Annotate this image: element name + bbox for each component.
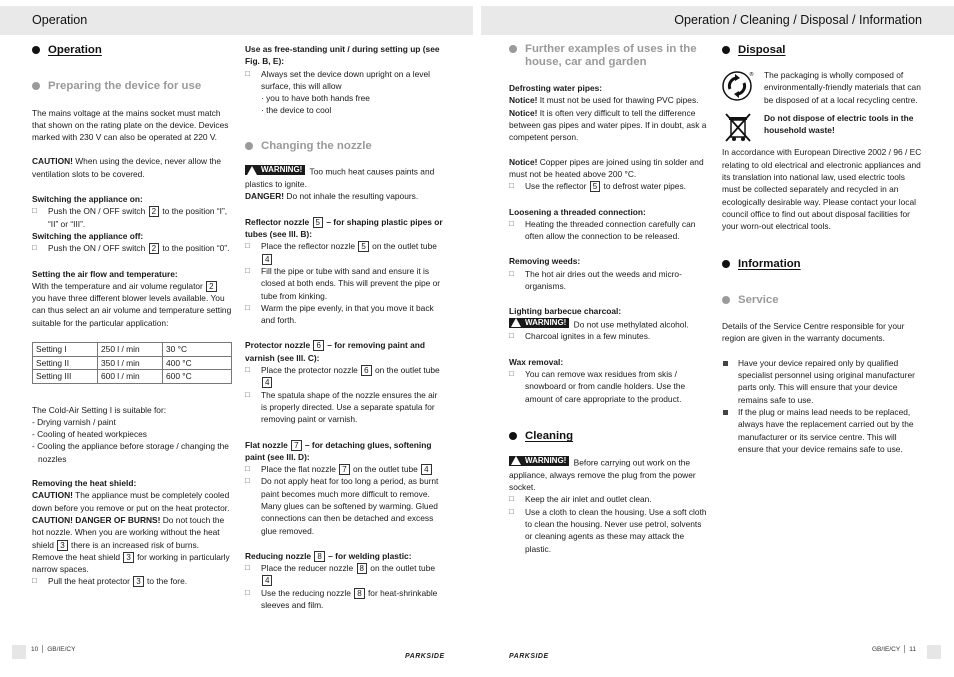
bullet-dot-icon: [722, 46, 730, 54]
reflector-heading: Reflector nozzle 5 – for shaping plastic pipes or tubes (see Ill. B):: [245, 216, 443, 240]
service-item-1: Have your device repaired only by qualified specialist personnel using original manufacturer parts only. This will ensure that your device remains safe to use.: [722, 357, 922, 406]
preparing-heading: Preparing the device for use: [32, 80, 232, 93]
protector-step-2: □ The spatula shape of the nozzle ensures the air is properly directed. Use a separate spatula for removing paint or varnish.: [245, 389, 438, 425]
protector-heading: Protector nozzle 6 – for removing paint and varnish (see Ill. C):: [245, 340, 425, 363]
packaging-text: The packaging is wholly composed of environmentally-friendly materials that can be disposed of at a local recycling centre.: [764, 70, 921, 105]
no-dispose-block: [722, 110, 922, 137]
warning-triangle-icon: [511, 318, 521, 327]
disposal-heading: Disposal: [722, 43, 922, 57]
barbecue-step: □ Charcoal ignites in a few minutes.: [509, 331, 651, 342]
notice-pvc: Notice! It must not be used for thawing PVC pipes.: [509, 95, 699, 106]
heat-shield-heading: Removing the heat shield:: [32, 478, 137, 489]
service-heading: Service: [722, 294, 922, 307]
right-page-header: Operation / Cleaning / Disposal / Information: [481, 6, 954, 35]
page-marker-left: [12, 645, 26, 659]
danger-burns: CAUTION! DANGER OF BURNS! Do not touch the hot nozzle. When you are working without the heat shield 3 there is an increased risk of burns. Remove the heat shield 3 for working in particularly narrow spaces.: [32, 514, 230, 575]
country-code-right: GB/IE/CY: [872, 646, 901, 653]
recycling-icon: [722, 69, 754, 103]
bullet-dot-icon: [722, 260, 730, 268]
list-item: · the device to cool: [261, 105, 332, 116]
flat-nozzle-heading: Flat nozzle 7 – for detaching glues, softening paint (see Ill. D):: [245, 439, 432, 462]
column-4: [722, 43, 922, 455]
air-flow-heading: Setting the air flow and temperature:: [32, 268, 178, 279]
square-bullet-icon: [723, 361, 728, 366]
reducing-step-2: □ Use the reducing nozzle 8 for heat-shrinkable sleeves and film.: [245, 587, 438, 611]
column-1: [32, 43, 232, 588]
parkside-logo-right: PARKSIDE: [509, 653, 549, 660]
wax-step: □ You can remove wax residues from skis / snowboard or from candle holders. Use the amount of care appropriate to the product.: [509, 369, 686, 404]
warning-triangle-icon: [247, 166, 257, 175]
weeds-heading: Removing weeds:: [509, 256, 581, 267]
wax-heading: Wax removal:: [509, 356, 564, 367]
table-row: Setting I 250 l / min 30 °C: [33, 343, 232, 357]
information-heading: Information: [722, 257, 922, 271]
warning-badge: WARNING!: [509, 456, 569, 466]
protector-step-1: □ Place the protector nozzle 6 on the outlet tube 4: [245, 365, 440, 388]
switch-on-heading: Switching the appliance on:: [32, 194, 143, 205]
svg-text:®: ®: [749, 72, 754, 78]
warning-plug: WARNING! Before carrying out work on the appliance, always remove the plug from the power socket.: [509, 455, 696, 493]
mains-text: The mains voltage at the mains socket must match that shown on the rating plate on the device. Devices marked with 230 V can also be operated at 220 V.: [32, 107, 229, 143]
warning-triangle-icon: [511, 456, 521, 465]
square-bullet-icon: [723, 410, 728, 415]
free-standing-step: □ Always set the device down upright on a level surface, this will allow: [245, 68, 430, 91]
list-item: - Cooling the appliance before storage / changing the nozzles: [32, 441, 229, 464]
pull-protector-step: □ Pull the heat protector 3 to the fore.: [32, 576, 188, 587]
column-2: [245, 43, 445, 611]
notice-copper: Notice! Copper pipes are joined using tin solder and must not be heated above 200 °C.: [509, 156, 704, 179]
page-number-left: 10: [31, 646, 39, 653]
warning-heat: WARNING! Too much heat causes paints and plastics to ignite.: [245, 165, 435, 190]
switch-off-step: □ Push the ON / OFF switch 2 to the position “0”.: [32, 243, 230, 254]
defrost-heading: Defrosting water pipes:: [509, 83, 603, 94]
switch-on-step: □ Push the ON / OFF switch 2 to the position “I”, “II” or “III”.: [32, 206, 228, 229]
examples-heading: Further examples of uses in the house, car and garden: [509, 43, 709, 68]
table-row: Setting II 350 l / min 400 °C: [33, 356, 232, 370]
air-flow-text: With the temperature and air volume regulator 2 you have three different blower levels available. You can thus select an air volume and temperature setting suitable for the particular application:: [32, 280, 232, 328]
warning-badge: WARNING!: [509, 318, 569, 328]
cold-air-text: The Cold-Air Setting I is suitable for:: [32, 404, 167, 415]
country-code-left: GB/IE/CY: [47, 646, 76, 653]
loosening-step: □ Heating the threaded connection carefully can often allow the connection to be released.: [509, 218, 696, 242]
bullet-dot-icon: [32, 46, 40, 54]
cleaning-heading: Cleaning: [509, 429, 709, 443]
warning-methylated: WARNING! Do not use methylated alcohol.: [509, 318, 709, 331]
reducing-heading: Reducing nozzle 8 – for welding plastic:: [245, 550, 412, 561]
bullet-dot-icon: [245, 142, 253, 150]
clean-step-1: □ Keep the air inlet and outlet clean.: [509, 494, 652, 505]
bullet-dot-icon: [722, 296, 730, 304]
warning-badge: WARNING!: [245, 165, 305, 175]
free-standing-heading: Use as free-standing unit / during setting up (see Fig. B, E):: [245, 44, 440, 67]
notice-gas-pipes: Notice! It is often very difficult to tell the difference between gas pipes and water pipes. If in doubt, ask a competent person.: [509, 107, 707, 143]
crossed-bin-icon: [722, 110, 754, 144]
bullet-dot-icon: [509, 432, 517, 440]
clean-step-2: □ Use a cloth to clean the housing. Use a soft cloth to clean the housing. Never use petrol, solvents or cleaning agents as these may attack the plastic.: [509, 506, 707, 554]
caution-ventilation: CAUTION! When using the device, never allow the ventilation slots to be covered.: [32, 156, 221, 179]
weeds-step: □ The hot air dries out the weeds and micro-organisms.: [509, 268, 682, 292]
defrost-step: □ Use the reflector 5 to defrost water pipes.: [509, 181, 686, 192]
switch-off-heading: Switching the appliance off:: [32, 230, 144, 241]
page-marker-right: [927, 645, 941, 659]
left-footer: [31, 645, 75, 655]
danger-vapours: DANGER! Do not inhale the resulting vapours.: [245, 191, 419, 202]
flat-step-2: □ Do not apply heat for too long a period, as burnt paint becomes much more difficult to remove. Many glues can be softened by warming. Glued connections can then be detached and excess glue removed.: [245, 476, 439, 536]
loosening-heading: Loosening a threaded connection:: [509, 206, 646, 217]
flat-step-1: □ Place the flat nozzle 7 on the outlet tube 4: [245, 463, 445, 475]
reflector-step-1: □ Place the reflector nozzle 5 on the outlet tube 4: [245, 241, 437, 264]
list-item: · you to have both hands free: [261, 93, 370, 104]
reflector-step-3: □ Warm the pipe evenly, in that you move it back and forth.: [245, 302, 434, 326]
list-item: - Cooling of heated workpieces: [32, 429, 147, 440]
table-row: Setting III 600 l / min 600 °C: [33, 370, 232, 384]
packaging-block: [722, 69, 922, 106]
reflector-step-2: □ Fill the pipe or tube with sand and ensure it is closed at both ends. This will prevent the pipe or tube from kinking.: [245, 265, 441, 301]
reducing-step-1: □ Place the reducer nozzle 8 on the outlet tube 4: [245, 563, 436, 586]
caution-heat-protector: CAUTION! The appliance must be completely cooled down before you remove or put on the heat protector.: [32, 490, 230, 513]
operation-heading: Operation: [32, 43, 232, 57]
service-item-2: If the plug or mains lead needs to be replaced, always have the replacement carried out by the manufacturer or its service centre. This will ensure that your device remains safe to use.: [722, 406, 922, 455]
directive-text: In accordance with European Directive 2002 / 96 / EC relating to old electrical and electronic appliances and its translation into national law, used electric tools must be collected separately and recycled in an ecologically desirable way. Please contact your local council office to find out about disposal facilities for your worn-out electrical tools.: [722, 147, 922, 232]
parkside-logo-left: PARKSIDE: [405, 653, 445, 660]
barbecue-heading: Lighting barbecue charcoal:: [509, 306, 622, 317]
left-page-header: Operation: [0, 6, 473, 35]
right-footer: [872, 645, 916, 655]
no-dispose-text: Do not dispose of electric tools in the household waste!: [764, 112, 914, 136]
settings-table: [32, 342, 232, 384]
page-number-right: 11: [909, 646, 916, 653]
column-3: [509, 43, 709, 555]
bullet-dot-icon: [32, 82, 40, 90]
list-item: - Drying varnish / paint: [32, 416, 116, 427]
changing-nozzle-heading: Changing the nozzle: [245, 140, 445, 153]
bullet-dot-icon: [509, 45, 517, 53]
service-text: Details of the Service Centre responsible for your region are given in the warranty documents.: [722, 321, 905, 344]
